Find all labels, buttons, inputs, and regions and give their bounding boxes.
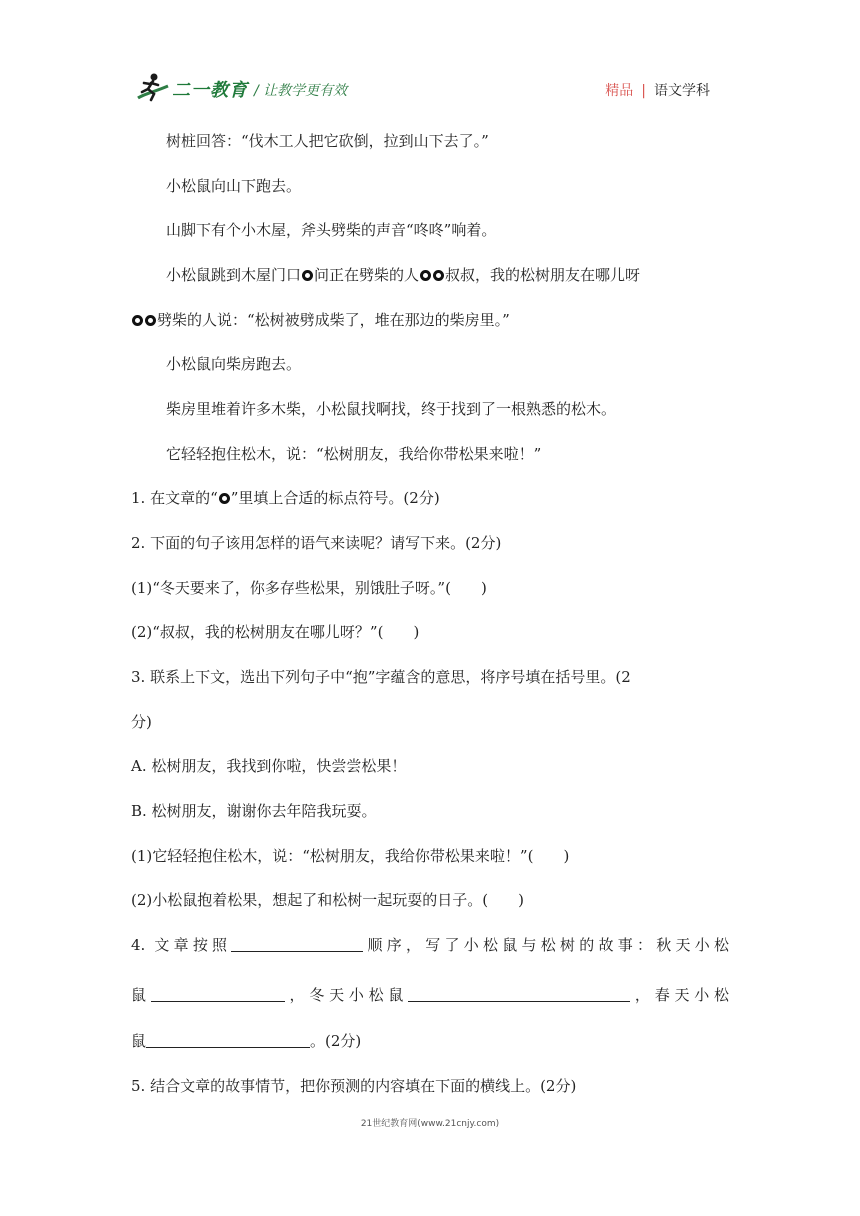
punctuation-blank-icon — [433, 270, 444, 281]
story-line-2: 小松鼠向山下跑去。 — [166, 177, 302, 195]
answer-blank-order[interactable] — [231, 937, 363, 952]
logo-text: 二一教育 — [172, 80, 248, 101]
story-line-4-part-c: 叔叔，我的松树朋友在哪儿呀 — [445, 266, 641, 284]
story-line-5-text: 劈柴的人说：“松树被劈成柴了，堆在那边的柴房里。” — [157, 311, 510, 329]
runner-logo-icon — [134, 72, 170, 102]
story-line-4-part-b: 问正在劈柴的人 — [314, 266, 420, 284]
slogan: / 让教学更有效 — [254, 83, 348, 99]
brand-jp: 精品 — [605, 83, 634, 99]
question-4-line-3 — [131, 1030, 361, 1052]
punctuation-blank-icon — [145, 315, 156, 326]
question-4-text-g: 。(2分) — [310, 1032, 362, 1050]
question-4-text-b: 顺序，写了小松鼠与松树的故事：秋天小松 — [363, 936, 729, 954]
question-2: 2. 下面的句子该用怎样的语气来读呢？请写下来。(2分) — [131, 534, 502, 552]
brand-subject: 语文学科 — [654, 83, 710, 99]
story-line-5 — [131, 309, 510, 331]
story-line-7: 柴房里堆着许多木柴，小松鼠找啊找，终于找到了一根熟悉的松木。 — [166, 400, 617, 418]
question-3-item-1: (1)它轻轻抱住松木，说：“松树朋友，我给你带松果来啦！”( ) — [131, 847, 570, 865]
question-3-option-a: A. 松树朋友，我找到你啦，快尝尝松果！ — [131, 757, 407, 775]
story-line-3: 山脚下有个小木屋，斧头劈柴的声音“咚咚”响着。 — [166, 221, 497, 239]
question-1-part-a: 1. 在文章的“ — [131, 489, 218, 507]
question-2-item-1: (1)“冬天要来了，你多存些松果，别饿肚子呀。”( ) — [131, 579, 487, 597]
question-3-item-2: (2)小松鼠抱着松果，想起了和松树一起玩耍的日子。( ) — [131, 891, 524, 909]
question-1-part-b: ”里填上合适的标点符号。(2分) — [230, 489, 440, 507]
question-4-line-1 — [131, 934, 729, 956]
punctuation-blank-icon — [420, 270, 431, 281]
subject-brand — [605, 80, 710, 100]
story-line-1: 树桩回答：“伐木工人把它砍倒，拉到山下去了。” — [166, 132, 489, 150]
question-3: 3. 联系上下文，选出下列句子中“抱”字蕴含的意思，将序号填在括号里。(2 — [131, 668, 631, 686]
question-3-option-b: B. 松树朋友，谢谢你去年陪我玩耍。 — [131, 802, 377, 820]
page-header — [134, 70, 724, 106]
story-line-8: 它轻轻抱住松木，说：“松树朋友，我给你带松果来啦！” — [166, 445, 542, 463]
punctuation-blank-icon — [302, 270, 313, 281]
punctuation-blank-icon — [132, 315, 143, 326]
question-4-text-a: 4. 文章按照 — [131, 936, 232, 954]
punctuation-blank-icon — [219, 493, 230, 504]
page-footer: 21世纪教育网(www.21cnjy.com) — [360, 1119, 500, 1129]
answer-blank-spring[interactable] — [146, 1033, 310, 1048]
question-2-item-2: (2)“叔叔，我的松树朋友在哪儿呀？”( ) — [131, 623, 420, 641]
question-1 — [131, 487, 440, 509]
story-line-6: 小松鼠向柴房跑去。 — [166, 355, 302, 373]
answer-blank-winter[interactable] — [408, 987, 630, 1002]
question-4-text-d: ，冬天小松鼠 — [284, 986, 409, 1004]
story-line-4-part-a: 小松鼠跳到木屋门口 — [166, 266, 302, 284]
story-line-4 — [166, 264, 640, 286]
question-4-text-e: ，春天小松 — [630, 986, 729, 1004]
question-5: 5. 结合文章的故事情节，把你预测的内容填在下面的横线上。(2分) — [131, 1077, 577, 1095]
brand-separator: | — [641, 83, 646, 99]
question-3-continued: 分) — [131, 713, 152, 731]
question-4-text-f: 鼠 — [131, 1032, 147, 1050]
answer-blank-autumn[interactable] — [151, 987, 285, 1002]
question-4-line-2 — [131, 984, 729, 1006]
question-4-text-c: 鼠 — [131, 986, 151, 1004]
